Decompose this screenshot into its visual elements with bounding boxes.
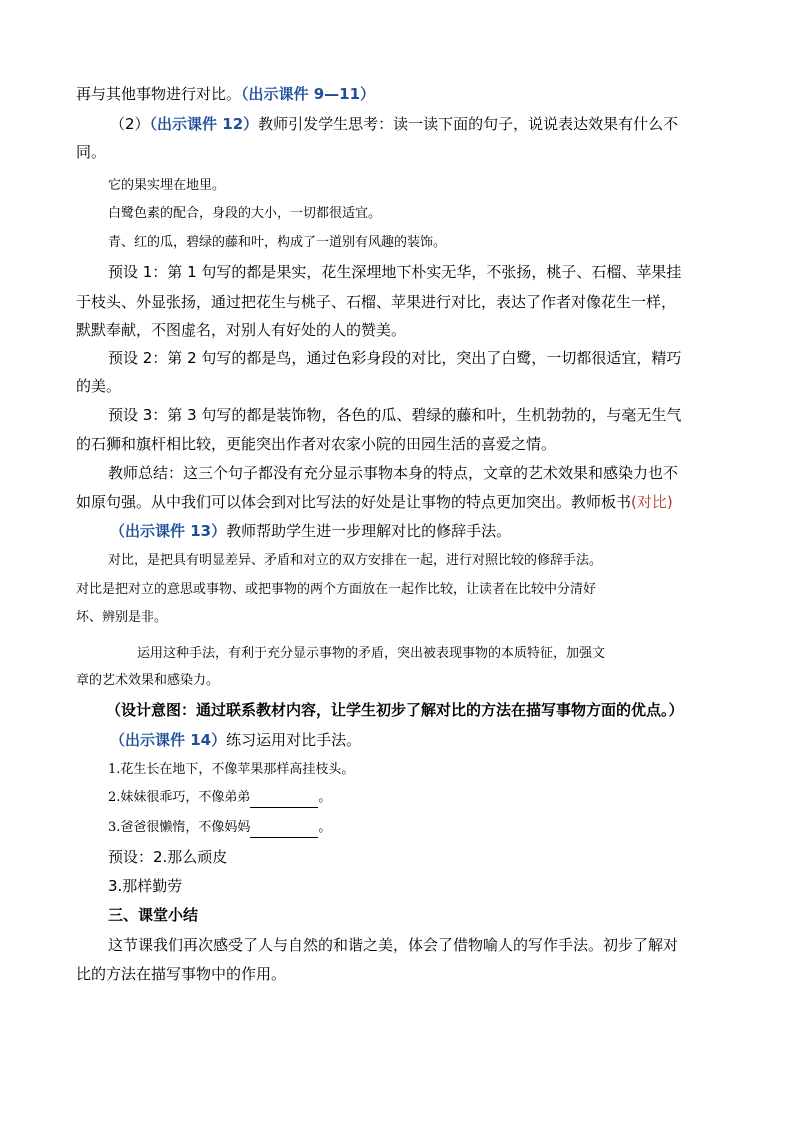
courseware-ref: （出示课件 12） — [149, 115, 259, 133]
preset-3-line: 的石狮和旗杆相比较，更能突出作者对农家小院的田园生活的喜爱之情。 — [76, 435, 557, 453]
courseware-14-line — [110, 730, 760, 750]
question-paragraph — [110, 114, 726, 134]
definition-line: 章的艺术效果和感染力。 — [76, 673, 220, 688]
preset-2-line: 预设 2：第 2 句写的都是鸟，通过色彩身段的对比，突出了白鹭，一切都很适宜，精巧 — [108, 349, 682, 367]
courseware-ref: （出示课件 9—11） — [241, 85, 376, 103]
summary-paragraph-line: 这节课我们再次感受了人与自然的和谐之美，体会了借物喻人的写作手法。初步了解对 — [108, 936, 679, 954]
text: 3.爸爸很懒惰，不像妈妈 — [108, 820, 251, 835]
example-sentence-2: 白鹭色素的配合，身段的大小，一切都很适宜。 — [108, 206, 382, 221]
preset-1-line: 预设 1：第 1 句写的都是果实，花生深埋地下朴实无华，不张扬，桃子、石榴、苹果挂 — [108, 263, 682, 281]
definition-line: 坏、辨别是非。 — [76, 610, 168, 625]
exercise-1: 1.花生长在地下，不像苹果那样高挂枝头。 — [108, 762, 355, 777]
courseware-ref: （出示课件 14） — [110, 731, 227, 749]
exercise-3 — [108, 818, 758, 838]
text: 2.妹妹很乖巧，不像弟弟 — [108, 790, 251, 805]
preset-2-line: 的美。 — [76, 377, 122, 395]
text: 教师引发学生思考：读一读下面的句子，说说表达效果有什么不 — [258, 115, 679, 133]
answer-preset: 预设：2.那么顽皮 — [108, 848, 228, 866]
answer-preset: 3.那样勤劳 — [108, 877, 183, 895]
section-heading: 三、课堂小结 — [108, 906, 199, 924]
example-sentence-3: 青、红的瓜，碧绿的藤和叶，构成了一道别有风趣的装饰。 — [108, 235, 447, 250]
summary-line: 教师总结：这三个句子都没有充分显示事物本身的特点，文章的艺术效果和感染力也不 — [108, 464, 679, 482]
item-number: （2） — [110, 115, 150, 133]
preset-1-line: 默默奉献，不图虚名，对别人有好处的人的赞美。 — [76, 321, 407, 339]
summary-paragraph-line: 比的方法在描写事物中的作用。 — [76, 965, 287, 983]
paragraph-continuation — [76, 84, 726, 104]
definition-line: 运用这种手法，有利于充分显示事物的矛盾，突出被表现事物的本质特征，加强文 — [137, 646, 606, 661]
text: 。 — [318, 820, 332, 835]
board-note: (对比) — [631, 493, 673, 511]
fill-in-blank — [250, 793, 318, 808]
text: 。 — [318, 790, 332, 805]
preset-3-line: 预设 3：第 3 句写的都是装饰物，各色的瓜、碧绿的藤和叶，生机勃勃的，与毫无生气 — [108, 406, 682, 424]
text-line: 同。 — [76, 143, 107, 161]
design-intent: （设计意图：通过联系教材内容，让学生初步了解对比的方法在描写事物方面的优点。） — [106, 701, 684, 719]
text: 练习运用对比手法。 — [226, 731, 362, 749]
text: 如原句强。从中我们可以体会到对比写法的好处是让事物的特点更加突出。教师板书 — [76, 493, 632, 511]
text: 教师帮助学生进一步理解对比的修辞手法。 — [226, 522, 512, 540]
courseware-ref: （出示课件 13） — [110, 522, 227, 540]
courseware-13-line — [110, 521, 760, 541]
example-sentence-1: 它的果实埋在地里。 — [108, 178, 226, 193]
summary-line — [76, 492, 726, 512]
preset-1-line: 于枝头、外显张扬，通过把花生与桃子、石榴、苹果进行对比，表达了作者对像花生一样， — [76, 293, 677, 311]
text: 再与其他事物进行对比。 — [76, 85, 242, 103]
exercise-2 — [108, 788, 758, 808]
definition-line: 对比是把对立的意思或事物、或把事物的两个方面放在一起作比较，让读者在比较中分清好 — [76, 582, 597, 597]
definition-line: 对比，是把具有明显差异、矛盾和对立的双方安排在一起，进行对照比较的修辞手法。 — [108, 553, 603, 568]
fill-in-blank — [250, 823, 318, 838]
